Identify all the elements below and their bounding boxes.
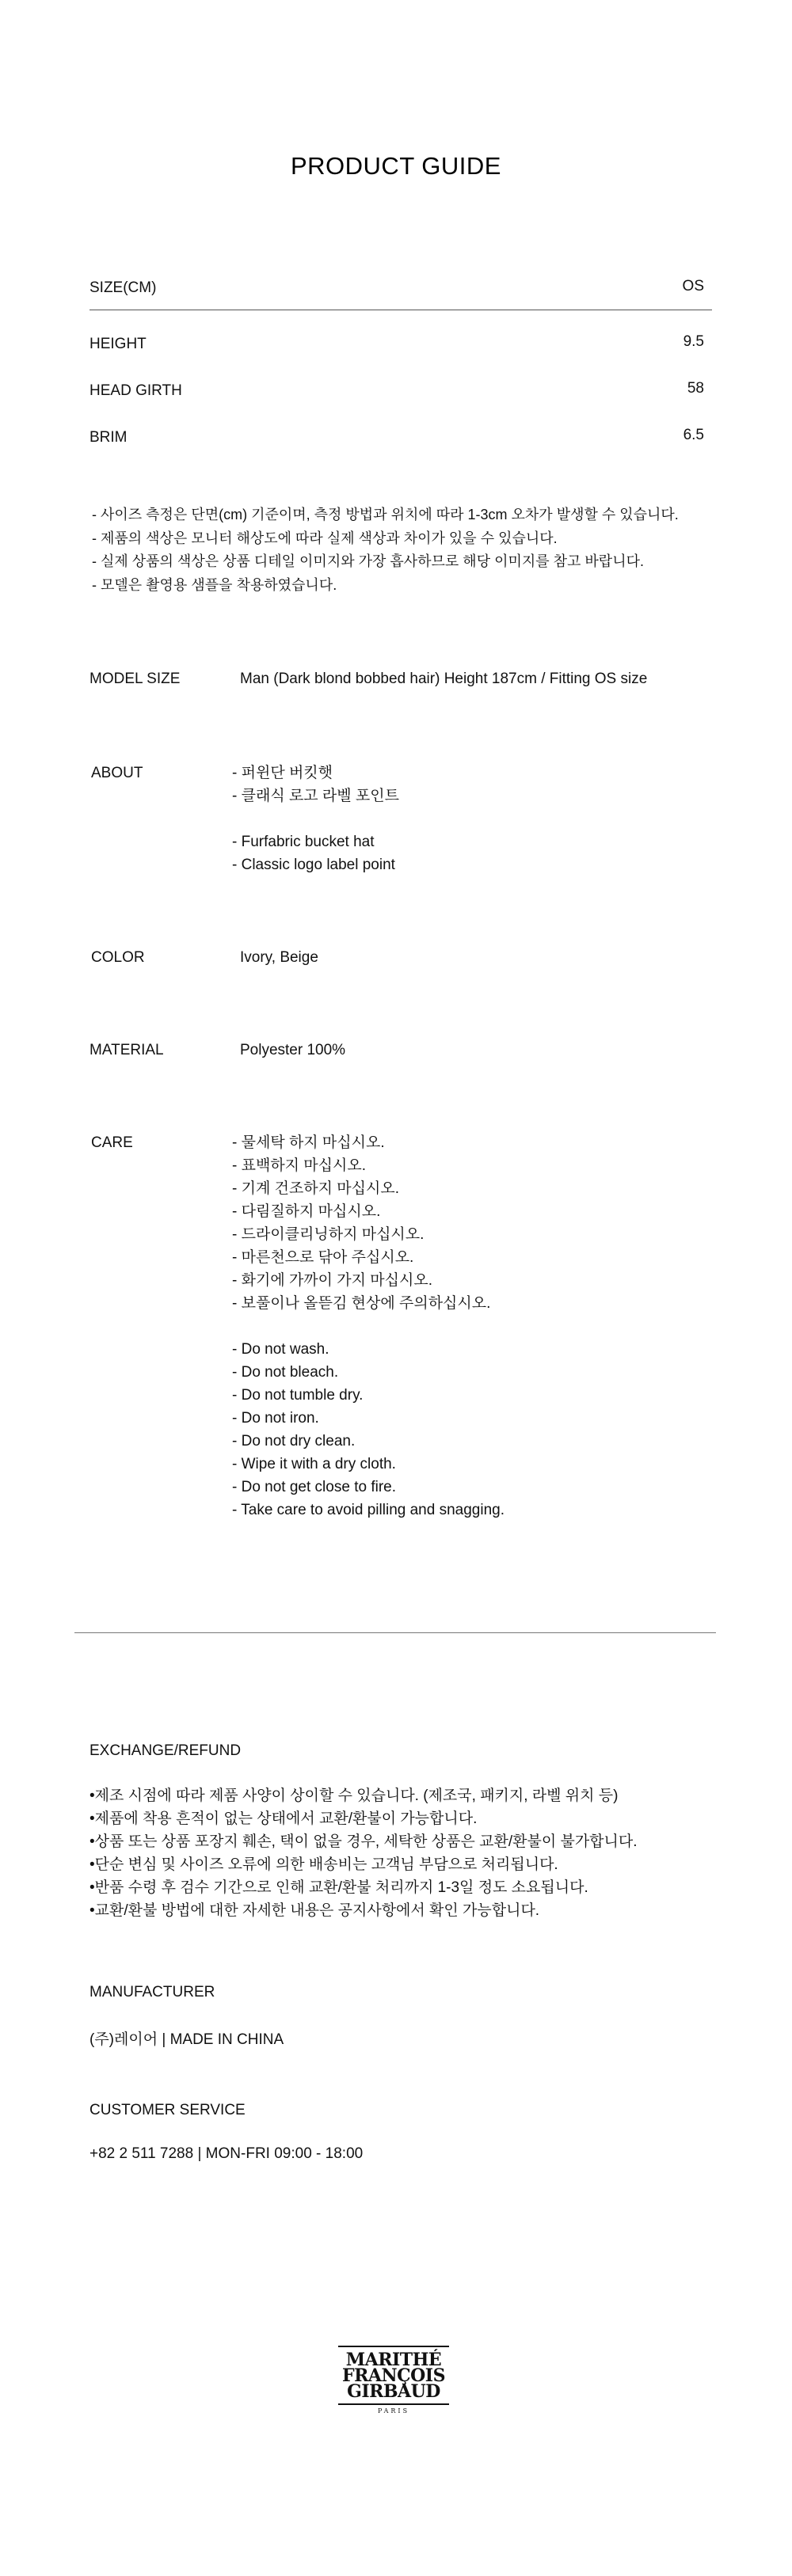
- section-divider: [74, 1632, 716, 1633]
- care-line: - 표백하지 마십시오.: [232, 1157, 366, 1174]
- customer-service-heading: CUSTOMER SERVICE: [89, 2102, 246, 2118]
- about-line: - Classic logo label point: [232, 857, 395, 873]
- about-line: - 퍼윈단 버킷햇: [232, 765, 333, 781]
- size-row-value: 6.5: [683, 427, 704, 443]
- size-row-label: BRIM: [89, 429, 128, 446]
- about-line: - 클래식 로고 라벨 포인트: [232, 788, 399, 804]
- care-line: - Do not bleach.: [232, 1364, 339, 1381]
- exchange-item: •상품 또는 상품 포장지 훼손, 택이 없을 경우, 세탁한 상품은 교환/환불이 불가합니다.: [89, 1833, 638, 1850]
- size-note: - 모델은 촬영용 샘플을 착용하였습니다.: [92, 576, 337, 593]
- exchange-item: •반품 수령 후 검수 기간으로 인해 교환/환불 처리까지 1-3일 정도 소요됩니다.: [89, 1879, 588, 1896]
- model-size-value: Man (Dark blond bobbed hair) Height 187cm / Fitting OS size: [240, 671, 648, 687]
- exchange-list: [89, 1784, 638, 1922]
- about-label: ABOUT: [91, 765, 143, 781]
- care-line: - 보풀이나 올뜯김 현상에 주의하십시오.: [232, 1295, 491, 1312]
- color-label: COLOR: [91, 949, 145, 966]
- about-line: - Furfabric bucket hat: [232, 834, 375, 850]
- logo-bottom-rule: [338, 2403, 449, 2405]
- material-label: MATERIAL: [89, 1042, 164, 1058]
- care-line: - 마른천으로 닦아 주십시오.: [232, 1249, 414, 1266]
- color-value: Ivory, Beige: [240, 949, 318, 966]
- logo-word: FRANÇOIS: [342, 2365, 445, 2386]
- logo-word: MARITHÉ: [345, 2350, 442, 2370]
- logo-word: GIRBAUD: [347, 2381, 440, 2402]
- page-title: PRODUCT GUIDE: [290, 152, 501, 180]
- care-line: - Do not tumble dry.: [232, 1387, 364, 1404]
- size-notes: [92, 503, 679, 597]
- model-size-label: MODEL SIZE: [89, 671, 181, 687]
- care-line: - 기계 건조하지 마십시오.: [232, 1180, 399, 1197]
- size-row-value: 58: [687, 380, 704, 397]
- care-label: CARE: [91, 1134, 133, 1151]
- size-note: - 사이즈 측정은 단면(cm) 기준이며, 측정 방법과 위치에 따라 1-3cm 오차가 발생할 수 있습니다.: [92, 507, 679, 522]
- care-line: - Do not get close to fire.: [232, 1479, 396, 1495]
- exchange-heading: EXCHANGE/REFUND: [89, 1742, 242, 1759]
- about-text: [232, 762, 399, 876]
- care-line: - 다림질하지 마십시오.: [232, 1203, 381, 1220]
- care-line: - 화기에 가까이 가지 마십시오.: [232, 1272, 432, 1289]
- size-note: - 제품의 색상은 모니터 해상도에 따라 실제 색상과 차이가 있을 수 있습니다.: [92, 530, 558, 546]
- logo-paris: PARIS: [377, 2407, 410, 2415]
- size-note: - 실제 상품의 색상은 상품 디테일 이미지와 가장 흡사하므로 해당 이미지를 참고 바랍니다.: [92, 553, 644, 569]
- care-line: - 드라이클리닝하지 마십시오.: [232, 1226, 425, 1243]
- care-line: - Do not wash.: [232, 1341, 329, 1358]
- customer-service-value: +82 2 511 7288 | MON-FRI 09:00 - 18:00: [89, 2145, 364, 2162]
- size-row-value: 9.5: [683, 333, 704, 350]
- care-line: - 물세탁 하지 마십시오.: [232, 1134, 385, 1151]
- care-line: - Do not iron.: [232, 1410, 319, 1427]
- exchange-item: •교환/환불 방법에 대한 자세한 내용은 공지사항에서 확인 가능합니다.: [89, 1902, 540, 1919]
- exchange-item: •단순 변심 및 사이즈 오류에 의한 배송비는 고객님 부담으로 처리됩니다.: [89, 1856, 558, 1873]
- size-row-label: HEIGHT: [89, 336, 147, 352]
- size-table-header-value: OS: [682, 278, 704, 294]
- care-line: - Take care to avoid pilling and snagging.: [232, 1502, 505, 1518]
- care-line: - Do not dry clean.: [232, 1433, 356, 1449]
- size-row-label: HEAD GIRTH: [89, 382, 182, 399]
- size-table-header-label: SIZE(CM): [89, 279, 157, 296]
- exchange-item: •제조 시점에 따라 제품 사양이 상이할 수 있습니다. (제조국, 패키지, 라벨 위치 등): [89, 1788, 619, 1804]
- brand-logo: [333, 2346, 454, 2415]
- manufacturer-heading: MANUFACTURER: [89, 1984, 215, 2000]
- material-value: Polyester 100%: [240, 1042, 346, 1058]
- manufacturer-value: (주)레이어 | MADE IN CHINA: [89, 2031, 284, 2048]
- care-text: [232, 1131, 505, 1522]
- exchange-item: •제품에 착용 흔적이 없는 상태에서 교환/환불이 가능합니다.: [89, 1810, 478, 1827]
- care-line: - Wipe it with a dry cloth.: [232, 1456, 396, 1472]
